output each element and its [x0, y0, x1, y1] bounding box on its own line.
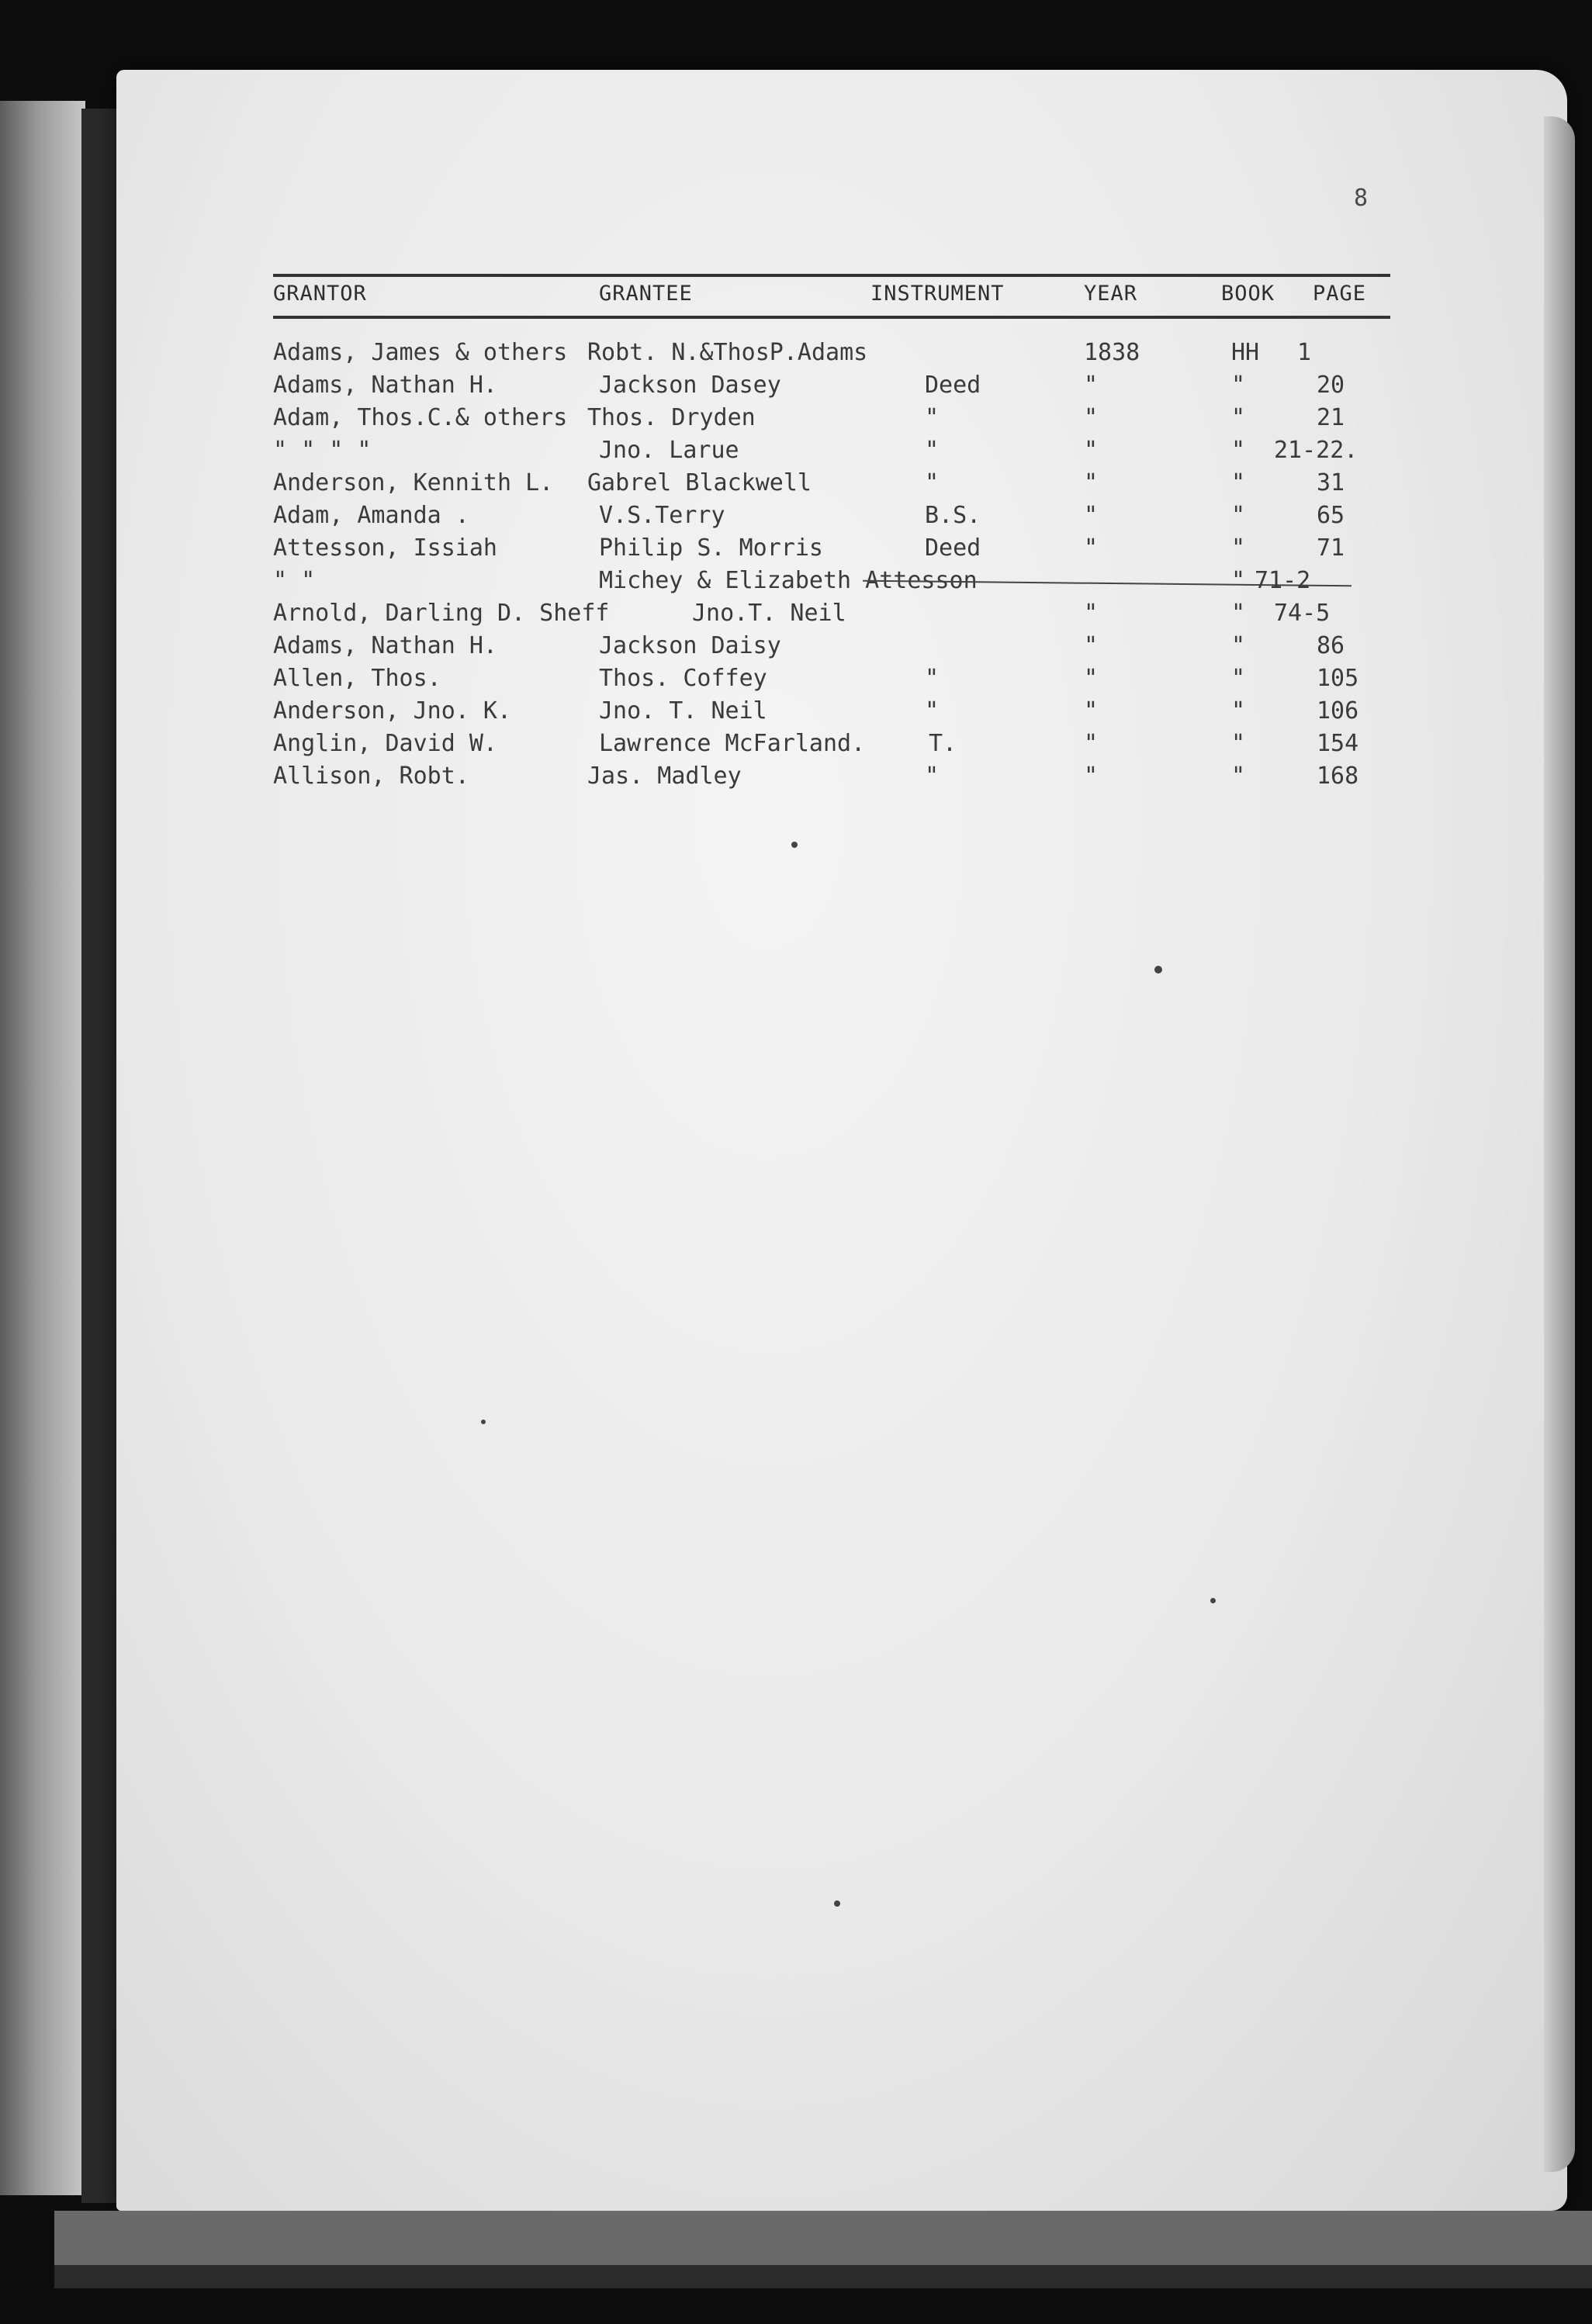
- grantee-cell: Thos. Coffey: [599, 665, 767, 692]
- grantor-cell: Allison, Robt.: [273, 763, 469, 790]
- grantee-cell: Lawrence McFarland.: [599, 730, 866, 757]
- table-row: [273, 697, 1390, 730]
- header-grantee: GRANTEE: [599, 282, 693, 306]
- page-cell: 65: [1317, 502, 1345, 529]
- grantor-cell: Adams, Nathan H.: [273, 372, 497, 399]
- grantee-cell: Gabrel Blackwell: [587, 469, 812, 496]
- grantee-cell: Robt. N.&ThosP.Adams: [587, 339, 868, 366]
- grantor-cell: Anglin, David W.: [273, 730, 497, 757]
- book-spine: [81, 109, 119, 2203]
- year-cell: ": [1084, 372, 1099, 399]
- page-cell: 71: [1317, 534, 1345, 562]
- film-speck: [481, 1420, 486, 1424]
- year-cell: ": [1084, 763, 1099, 790]
- grantor-cell: Adams, Nathan H.: [273, 632, 497, 659]
- table-row: [273, 632, 1390, 665]
- book-cell: ": [1231, 437, 1246, 464]
- grantor-cell: " ": [273, 567, 316, 594]
- instrument-cell: ": [925, 404, 940, 431]
- grantee-cell: Thos. Dryden: [587, 404, 756, 431]
- header-book: BOOK: [1221, 282, 1275, 306]
- book-cell: ": [1231, 469, 1246, 496]
- year-cell: ": [1084, 600, 1099, 627]
- page-cell: 21-22.: [1274, 437, 1358, 464]
- instrument-cell: T.: [929, 730, 957, 757]
- grantor-cell: Allen, Thos.: [273, 665, 441, 692]
- table-row: [273, 372, 1390, 404]
- instrument-cell: B.S.: [925, 502, 981, 529]
- page-cell: 71-2: [1255, 567, 1311, 594]
- header-rule-bottom: [273, 316, 1390, 319]
- year-cell: ": [1084, 404, 1099, 431]
- grantee-cell: Jas. Madley: [587, 763, 742, 790]
- instrument-cell: Deed: [925, 534, 981, 562]
- instrument-cell: ": [925, 697, 940, 725]
- book-cell: ": [1231, 567, 1246, 594]
- book-cell: HH: [1231, 339, 1260, 366]
- book-cell: ": [1231, 697, 1246, 725]
- table-row: [273, 502, 1390, 534]
- grantee-cell: Jackson Dasey: [599, 372, 781, 399]
- book-cell: ": [1231, 600, 1246, 627]
- book-cell: ": [1231, 730, 1246, 757]
- page-cell: 86: [1317, 632, 1345, 659]
- year-cell: ": [1084, 697, 1099, 725]
- grantee-cell: Michey & Elizabeth Attesson: [599, 567, 978, 594]
- year-cell: ": [1084, 534, 1099, 562]
- header-page: PAGE: [1313, 282, 1367, 306]
- header-year: YEAR: [1084, 282, 1138, 306]
- instrument-cell: ": [925, 469, 940, 496]
- grantee-cell: Philip S. Morris: [599, 534, 823, 562]
- page-cell: 74-5: [1274, 600, 1331, 627]
- page-cell: 20: [1317, 372, 1345, 399]
- page-cell: 31: [1317, 469, 1345, 496]
- instrument-cell: ": [925, 437, 940, 464]
- header-rule-top: [273, 274, 1390, 277]
- header-instrument: INSTRUMENT: [870, 282, 1005, 306]
- film-speck: [791, 842, 798, 848]
- grantor-cell: Anderson, Kennith L.: [273, 469, 554, 496]
- grantor-cell: " " " ": [273, 437, 372, 464]
- year-cell: 1838: [1084, 339, 1140, 366]
- book-cell: ": [1231, 665, 1246, 692]
- book-cell: ": [1231, 534, 1246, 562]
- film-speck: [1154, 966, 1162, 974]
- grantee-cell: Jackson Daisy: [599, 632, 781, 659]
- film-speck: [1210, 1598, 1216, 1603]
- page-number: 8: [1354, 185, 1369, 212]
- year-cell: ": [1084, 632, 1099, 659]
- film-speck: [834, 1900, 840, 1907]
- grantor-cell: Attesson, Issiah: [273, 534, 497, 562]
- page-cell: 21: [1317, 404, 1345, 431]
- table-row: [273, 730, 1390, 763]
- year-cell: ": [1084, 665, 1099, 692]
- grantee-cell: Jno. T. Neil: [599, 697, 767, 725]
- year-cell: ": [1084, 437, 1099, 464]
- book-cell: ": [1231, 404, 1246, 431]
- year-cell: ": [1084, 502, 1099, 529]
- grantor-cell: Adam, Thos.C.& others: [273, 404, 568, 431]
- table-row: [273, 469, 1390, 502]
- grantor-cell: Adams, James & others: [273, 339, 568, 366]
- page-edge-shadow: [1544, 116, 1575, 2172]
- page-cell: 154: [1317, 730, 1359, 757]
- page-cell: 1: [1297, 339, 1312, 366]
- page-cell: 168: [1317, 763, 1359, 790]
- grantee-cell: V.S.Terry: [599, 502, 725, 529]
- book-cell: ": [1231, 502, 1246, 529]
- table-row: [273, 437, 1390, 469]
- film-border: [54, 2265, 1592, 2288]
- table-row: [273, 763, 1390, 795]
- year-cell: ": [1084, 469, 1099, 496]
- year-cell: ": [1084, 730, 1099, 757]
- grantor-cell: Anderson, Jno. K.: [273, 697, 512, 725]
- facing-page-edge: [0, 101, 85, 2195]
- table-row: [273, 600, 1390, 632]
- grantor-cell: Adam, Amanda .: [273, 502, 469, 529]
- book-cell: ": [1231, 763, 1246, 790]
- table-row: [273, 665, 1390, 697]
- book-cell: ": [1231, 372, 1246, 399]
- instrument-cell: ": [925, 665, 940, 692]
- table-row: [273, 567, 1390, 600]
- page-cell: 106: [1317, 697, 1359, 725]
- grantee-cell: Jno.T. Neil: [692, 600, 846, 627]
- page-bottom-edge: [54, 2211, 1592, 2265]
- grantor-cell: Arnold, Darling D. Sheff: [273, 600, 610, 627]
- instrument-cell: ": [925, 763, 940, 790]
- book-cell: ": [1231, 632, 1246, 659]
- page-cell: 105: [1317, 665, 1359, 692]
- table-row: [273, 534, 1390, 567]
- header-grantor: GRANTOR: [273, 282, 367, 306]
- instrument-cell: Deed: [925, 372, 981, 399]
- table-row: [273, 404, 1390, 437]
- table-row: [273, 339, 1390, 372]
- grantee-cell: Jno. Larue: [599, 437, 739, 464]
